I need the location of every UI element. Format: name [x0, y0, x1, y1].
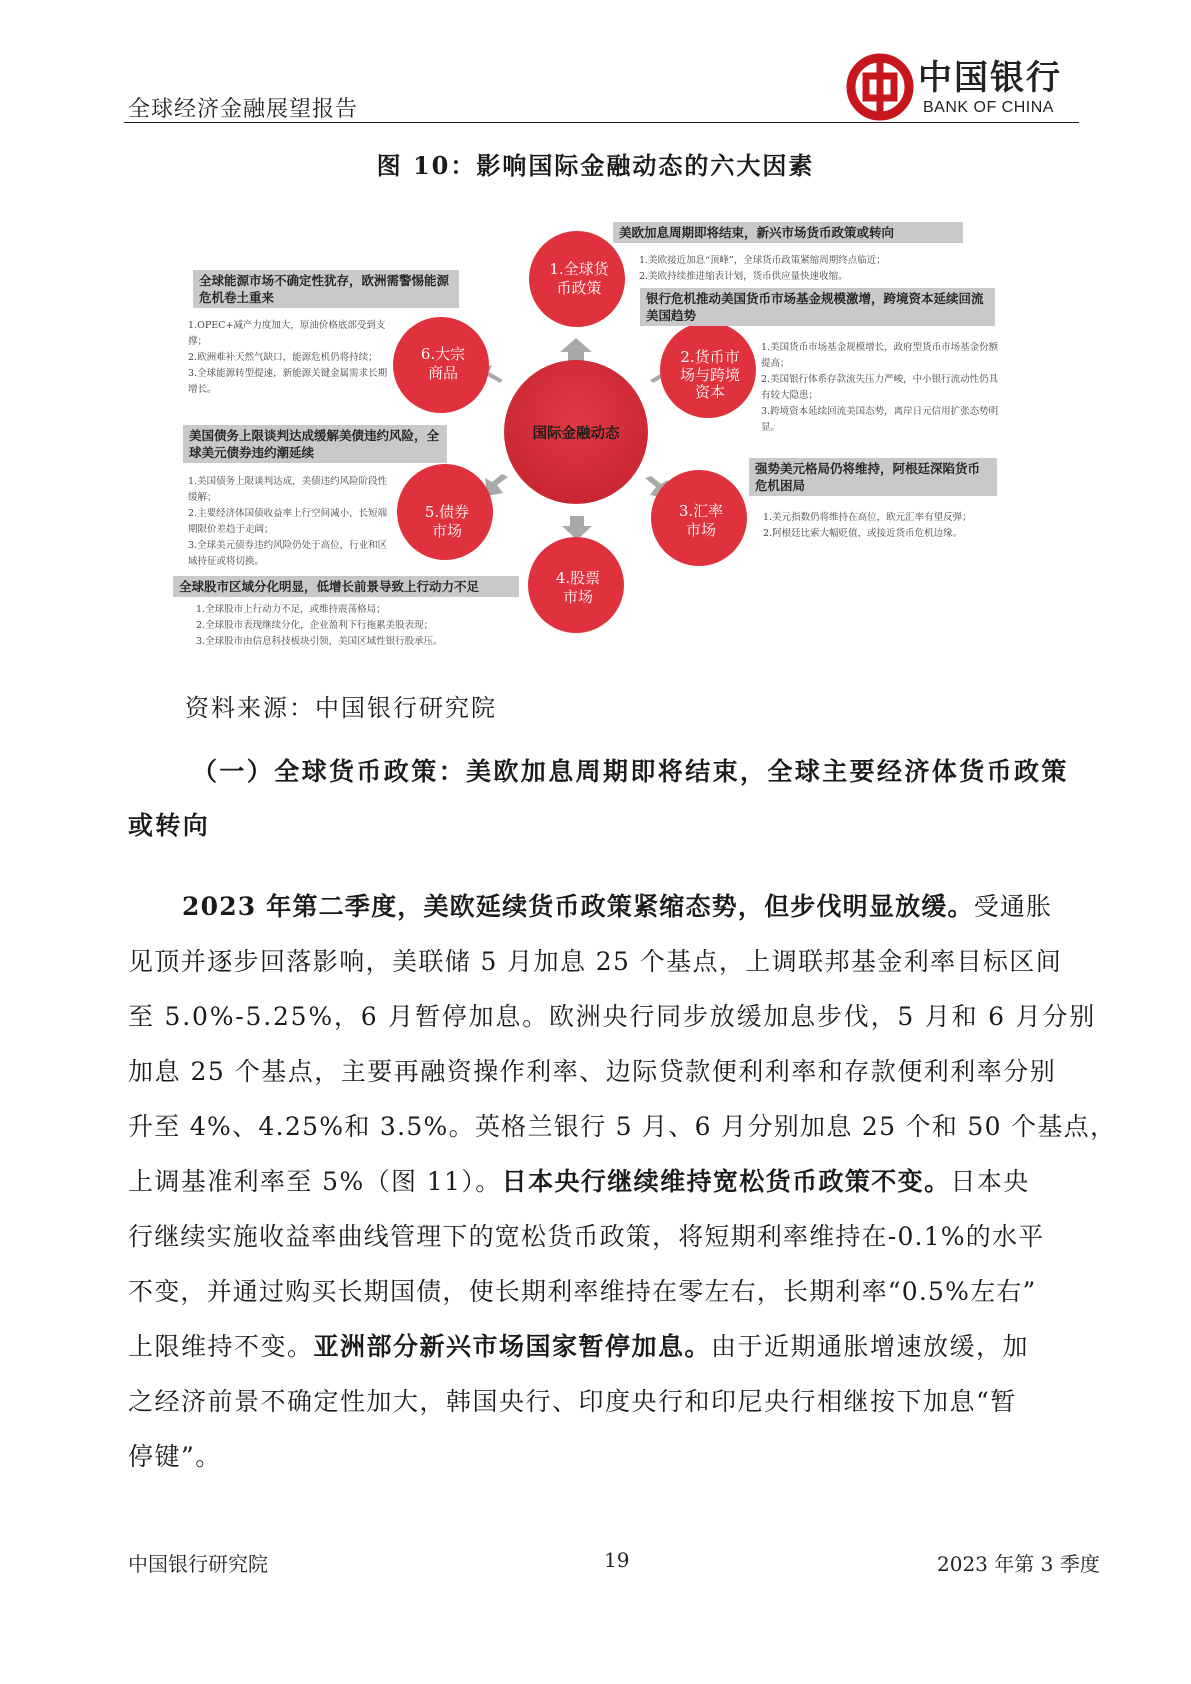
node3-line1: 3.汇率	[678, 502, 724, 520]
arrow-to-node4	[562, 516, 592, 540]
figure-source: 资料来源：中国银行研究院	[185, 694, 497, 722]
section-heading-line1: （一）全球货币政策：美欧加息周期即将结束，全球主要经济体货币政策	[192, 757, 1069, 786]
para-line-4: 加息 25 个基点，主要再融资操作利率、边际贷款便利利率和存款便利利率分别	[128, 1057, 1057, 1086]
para-line-9: 上限维持不变。亚洲部分新兴市场国家暂停加息。由于近期通胀增速放缓，加	[128, 1332, 1030, 1361]
figure-title: 图 10：影响国际金融动态的六大因素	[376, 151, 815, 180]
box1-text: 1.美欧接近加息“顶峰”，全球货币政策紧缩周期终点临近； 2.美欧持续推进缩表计划，货币供应量快速收缩。	[639, 255, 886, 282]
box5-header: 美国债务上限谈判达成缓解美债违约风险，全球美元债券违约潮延续	[183, 425, 447, 463]
node5-line1: 5.债券	[424, 503, 470, 521]
box1-header: 美欧加息周期即将结束，新兴市场货币政策或转向	[613, 222, 963, 243]
para-highlight-2: 日本央行继续维持宽松货币政策不变。	[501, 1167, 951, 1196]
node1-line2: 币政策	[556, 279, 602, 297]
footer-institute: 中国银行研究院	[128, 1552, 268, 1576]
node3-line2: 市场	[685, 521, 717, 539]
para-line-5: 升至 4%、4.25%和 3.5%。英格兰银行 5 月、6 月分别加息 25 个和 50 个基点，	[128, 1112, 1117, 1141]
para-line-1: 2023 年第二季度，美欧延续货币政策紧缩态势，但步伐明显放缓。受通胀	[182, 892, 1053, 921]
box6-text: 1.OPEC+减产力度加大，原油价格底部受到支撑； 2.欧洲难补天然气缺口，能源危机仍将持续； 3.全球能源转型提速，新能源关键金属需求长期增长。	[188, 320, 388, 395]
node4-line1: 4.股票	[555, 569, 601, 587]
footer-quarter: 2023 年第 3 季度	[937, 1552, 1100, 1576]
node2-line3: 资本	[694, 383, 726, 401]
node1-line1: 1.全球货	[549, 260, 609, 278]
box4-text: 1.全球股市上行动力不足，或维持震荡格局； 2.全球股市表现继续分化，企业盈利下行拖累美股表现； 3.全球股市由信息科技板块引领，美国区域性银行股承压。	[196, 604, 443, 647]
box2-header: 银行危机推动美国货币市场基金规模激增，跨境资本延续回流美国趋势	[640, 288, 995, 326]
para-line-7: 行继续实施收益率曲线管理下的宽松货币政策，将短期利率维持在-0.1%的水平	[128, 1222, 1045, 1251]
para-line-10: 之经济前景不确定性加大，韩国央行、印度央行和印尼央行相继按下加息“暂	[128, 1387, 1017, 1416]
node2-line2: 场与跨境	[679, 366, 741, 384]
para-line-8: 不变，并通过购买长期国债，使长期利率维持在零左右，长期利率“0.5%左右”	[128, 1277, 1037, 1306]
para-line-11: 停键”。	[128, 1442, 222, 1471]
logo-english-name: BANK OF CHINA	[923, 99, 1054, 116]
footer-page-number: 19	[604, 1548, 630, 1572]
para-line-6: 上调基准利率至 5%（图 11）。日本央行继续维持宽松货币政策不变。日本央	[128, 1167, 1030, 1196]
box3-header: 强势美元格局仍将维持，阿根廷深陷货币危机困局	[749, 458, 997, 496]
center-label: 国际金融动态	[532, 426, 620, 442]
node4-line2: 市场	[562, 588, 594, 606]
section-heading-line2: 或转向	[128, 811, 211, 840]
box4-header: 全球股市区域分化明显，低增长前景导致上行动力不足	[173, 576, 519, 597]
para-highlight-3: 亚洲部分新兴市场国家暂停加息。	[313, 1332, 712, 1361]
para-line-2: 见顶并逐步回落影响，美联储 5 月加息 25 个基点，上调联邦基金利率目标区间	[128, 947, 1063, 976]
node6-line2: 商品	[427, 364, 459, 382]
para-highlight-1: 2023 年第二季度，美欧延续货币政策紧缩态势，但步伐明显放缓。	[182, 892, 974, 921]
box6-header: 全球能源市场不确定性犹存，欧洲需警惕能源危机卷土重来	[193, 270, 459, 308]
logo-chinese-name: 中国银行	[918, 58, 1062, 98]
box3-text: 1.美元指数仍将维持在高位，欧元汇率有望反弹； 2.阿根廷比索大幅贬值，或接近货币危机边缘。	[763, 512, 972, 539]
node2-line1: 2.货币市	[680, 348, 740, 366]
box2-text: 1.美国货币市场基金规模增长，政府型货币市场基金份额提高； 2.美国银行体系存款流失压力严峻，中小银行流动性仍具有较大隐患； 3.跨境资本延续回流美国态势，离岸日元信用扩张态势明显。	[761, 342, 999, 433]
node5-line2: 市场	[431, 522, 463, 540]
node6-line1: 6.大宗	[420, 345, 466, 363]
box5-text: 1.美国债务上限谈判达成，美债违约风险阶段性缓解； 2.主要经济体国债收益率上行空间减小，长短端期限价差趋于走阔； 3.全球美元债券违约风险仍处于高位，行业和区域持征或将切换。	[188, 476, 388, 567]
report-title: 全球经济金融展望报告	[128, 97, 359, 122]
para-line-3: 至 5.0%-5.25%，6 月暂停加息。欧洲央行同步放缓加息步伐，5 月和 6 月分别	[128, 1002, 1097, 1031]
